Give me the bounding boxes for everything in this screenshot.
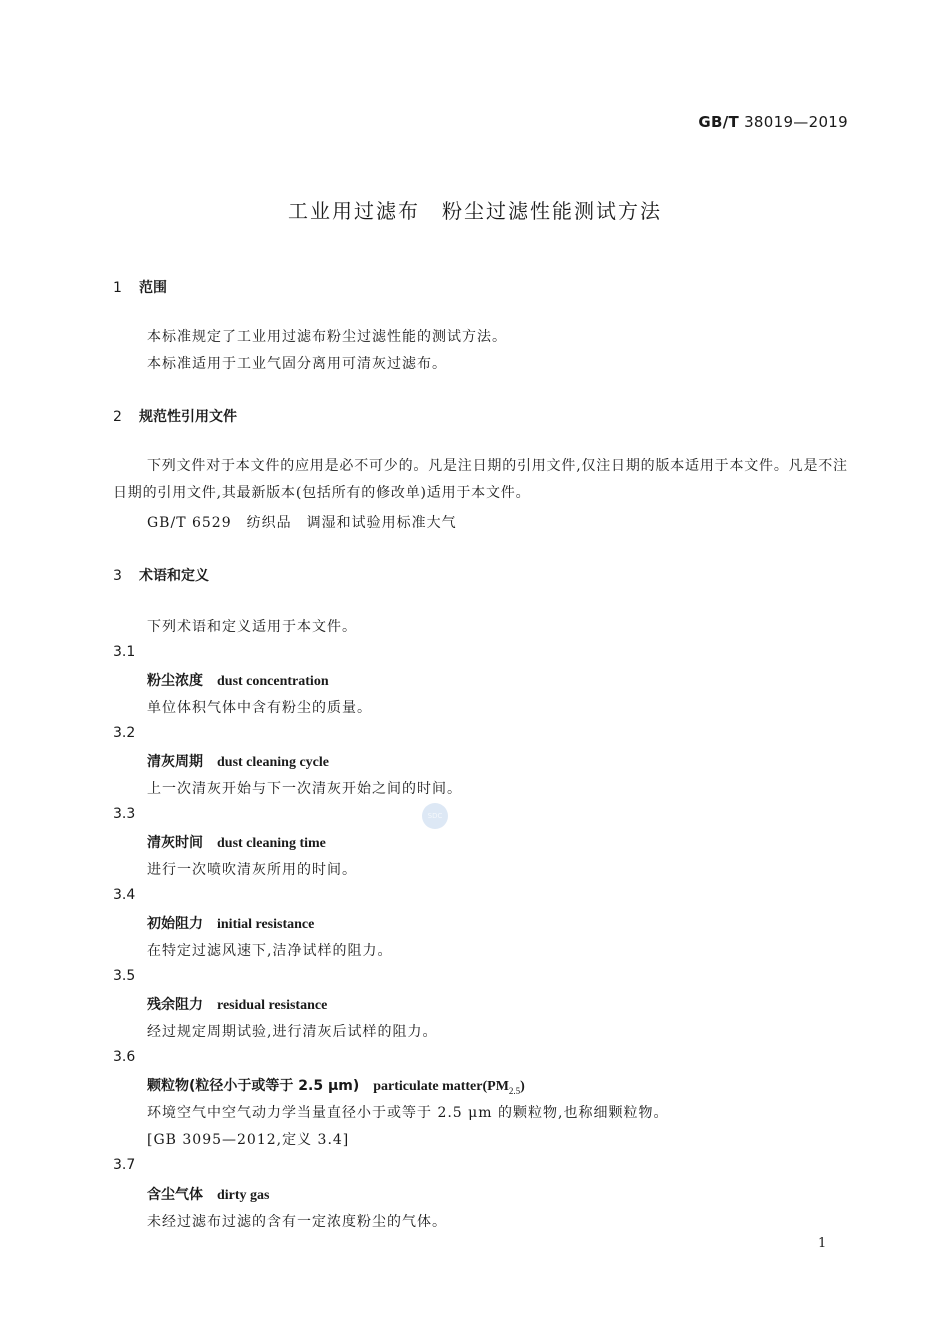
term-heading [147, 1075, 525, 1096]
standard-code-number: 38019—2019 [744, 113, 848, 131]
term-heading [147, 994, 327, 1014]
term-en: initial resistance [217, 917, 315, 932]
term-en-close: ) [520, 1079, 525, 1094]
paragraph: 本标准适用于工业气固分离用可清灰过滤布。 [147, 356, 447, 372]
term-definition: 未经过滤布过滤的含有一定浓度粉尘的气体。 [147, 1214, 447, 1230]
paragraph: 下列文件对于本文件的应用是必不可少的。凡是注日期的引用文件,仅注日期的版本适用于本文件。凡是不注日期的引用文件,其最新版本(包括所有的修改单)适用于本文件。 [113, 458, 848, 501]
term-source: [GB 3095—2012,定义 3.4] [147, 1132, 350, 1148]
section-number: 1 [113, 280, 122, 296]
paragraph: 下列术语和定义适用于本文件。 [147, 619, 357, 635]
section-3-heading [113, 565, 209, 585]
term-heading [147, 913, 314, 933]
term-heading [147, 832, 326, 852]
term-number: 3.3 [113, 806, 136, 822]
term-heading [147, 751, 329, 771]
term-zh: 初始阻力 [147, 916, 203, 932]
term-definition: 上一次清灰开始与下一次清灰开始之间的时间。 [147, 781, 462, 797]
section-title: 范围 [139, 280, 167, 296]
term-number: 3.7 [113, 1157, 136, 1173]
term-en: dirty gas [217, 1188, 270, 1203]
term-zh: 清灰周期 [147, 754, 203, 770]
section-1-heading [113, 277, 167, 297]
term-definition: 进行一次喷吹清灰所用的时间。 [147, 862, 357, 878]
term-zh: 清灰时间 [147, 835, 203, 851]
term-en: dust concentration [217, 674, 329, 689]
section-number: 2 [113, 409, 122, 425]
term-zh: 含尘气体 [147, 1187, 203, 1203]
term-number: 3.5 [113, 968, 136, 984]
section-title: 术语和定义 [139, 568, 209, 584]
term-en: dust cleaning cycle [217, 755, 329, 770]
term-definition: 单位体积气体中含有粉尘的质量。 [147, 700, 372, 716]
standard-code-prefix: GB/T [698, 113, 740, 131]
term-number: 3.4 [113, 887, 136, 903]
term-number: 3.2 [113, 725, 136, 741]
page-number: 1 [818, 1236, 827, 1251]
term-definition: 经过规定周期试验,进行清灰后试样的阻力。 [147, 1024, 438, 1040]
standard-code [698, 113, 848, 131]
term-zh: 残余阻力 [147, 997, 203, 1013]
reference-entry: GB/T 6529 纺织品 调湿和试验用标准大气 [147, 515, 457, 531]
term-definition: 环境空气中空气动力学当量直径小于或等于 2.5 μm 的颗粒物,也称细颗粒物。 [147, 1105, 669, 1121]
term-heading [147, 1184, 270, 1204]
term-en: residual resistance [217, 998, 328, 1013]
section-number: 3 [113, 568, 122, 584]
term-heading [147, 670, 329, 690]
term-zh: 颗粒物(粒径小于或等于 2.5 μm) [147, 1078, 360, 1094]
term-zh: 粉尘浓度 [147, 673, 203, 689]
document-title: 工业用过滤布 粉尘过滤性能测试方法 [288, 199, 662, 223]
term-en-text: particulate matter(PM [373, 1079, 509, 1094]
term-number: 3.1 [113, 644, 136, 660]
term-en-subscript: 2.5 [508, 1085, 521, 1096]
section-2-heading [113, 406, 237, 426]
section-title: 规范性引用文件 [139, 409, 237, 425]
paragraph: 本标准规定了工业用过滤布粉尘过滤性能的测试方法。 [147, 329, 507, 345]
term-number: 3.6 [113, 1049, 136, 1065]
term-definition: 在特定过滤风速下,洁净试样的阻力。 [147, 943, 393, 959]
term-en: dust cleaning time [217, 836, 326, 851]
term-en [373, 1079, 525, 1094]
watermark-logo: SDC [422, 803, 448, 829]
